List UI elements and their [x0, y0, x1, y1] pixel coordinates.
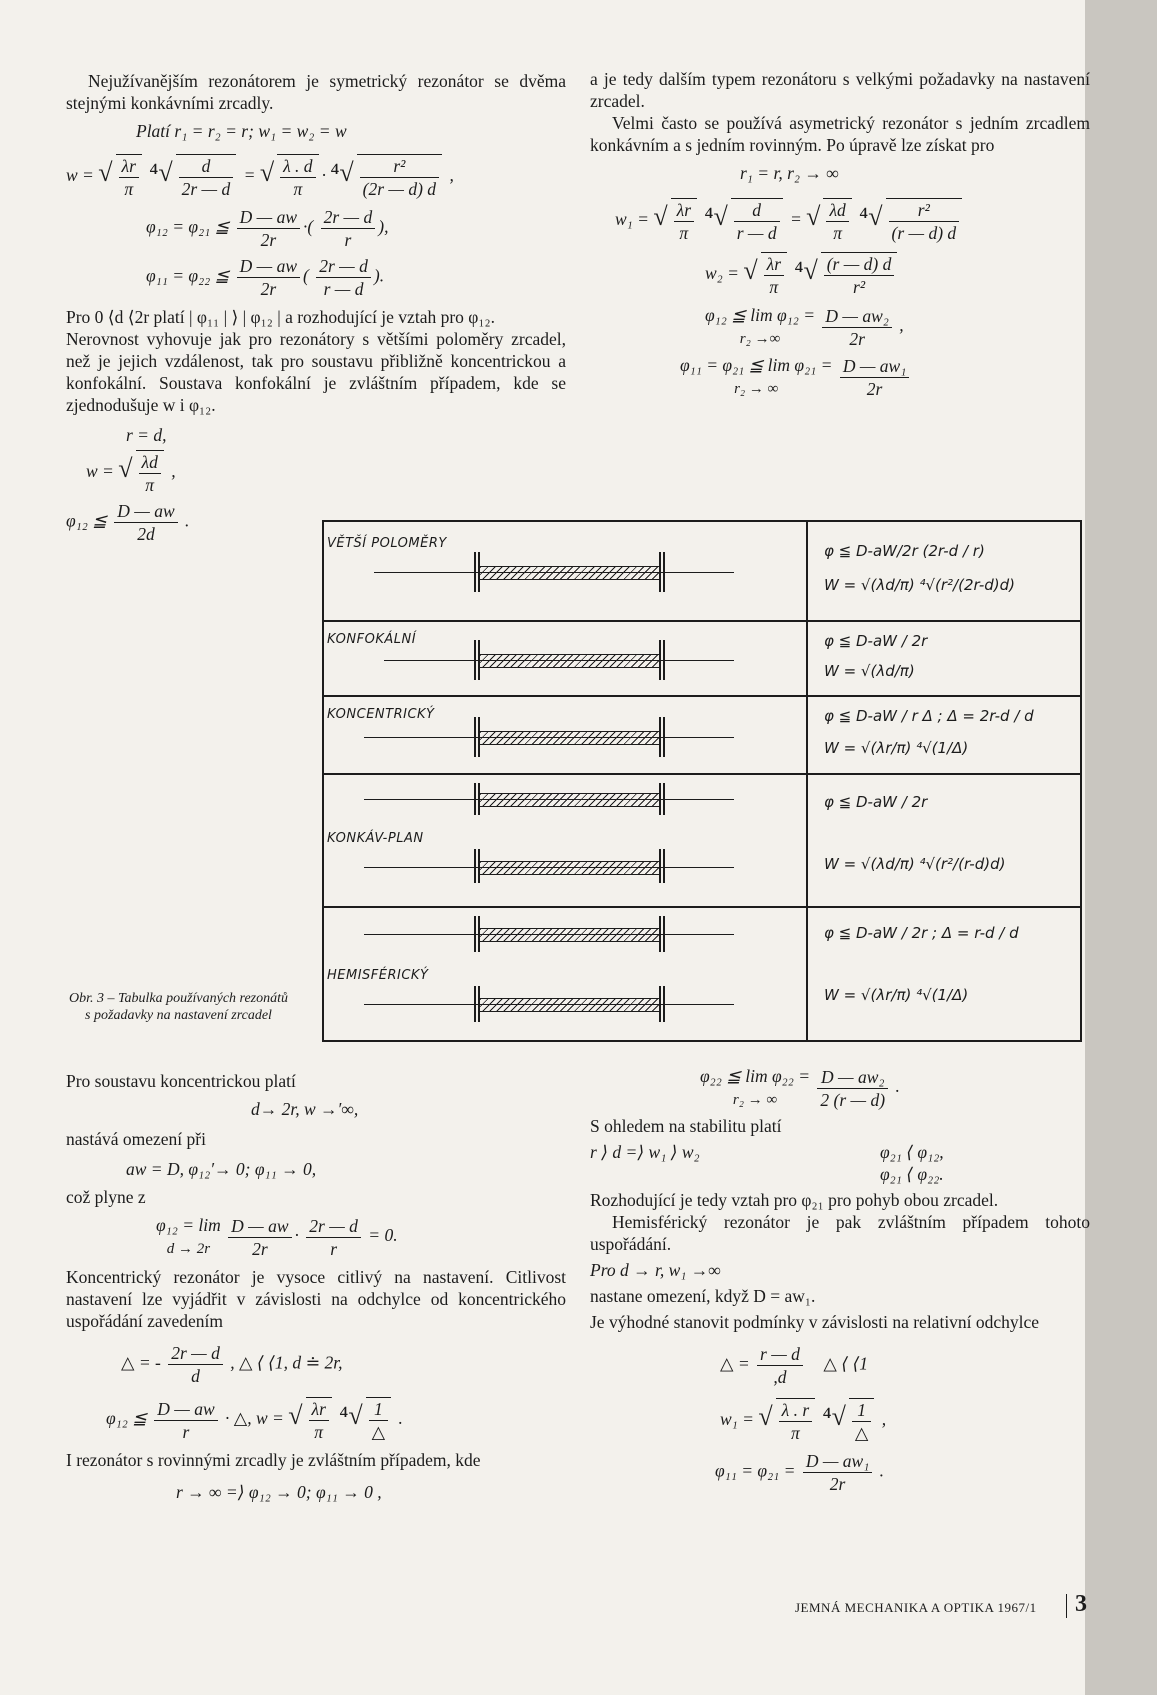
pro-d-r-line: Pro d → r, w₁ →∞: [590, 1260, 721, 1280]
formula-phi: φ ≦ D-aW / 2r ; Δ = r-d / d: [824, 924, 1019, 942]
footer-separator: [1066, 1594, 1067, 1618]
beam-hatch: [480, 861, 659, 875]
para-plyne: což plyne z: [66, 1187, 146, 1207]
plati-line: Platí r₁ = r₂ = r; w₁ = w₂ = w: [136, 121, 347, 141]
w1-equation: w₁ = √ $\frac{\lambda r}{\pi}$ ⁴√ $\frac{d}{r — d}$ = √ $\frac{\lambda d}{\pi}$ ⁴√ $\frac{\text{r²}}{(r — d) d}$: [615, 198, 1090, 244]
formula-phi: φ ≦ D-aW/2r (2r-d / r): [824, 542, 985, 560]
row-hemisfericky: [324, 908, 1080, 1040]
mirror-right: [659, 552, 665, 592]
resonator-table-figure: [322, 520, 1082, 1042]
mirror-right: [659, 849, 665, 883]
row-label: KONFOKÁLNÍ: [327, 632, 417, 647]
stability-eqs: r ⟩ d =⟩ w₁ ⟩ w₂ φ₂₁ ⟨ φ₁₂, φ₂₁ ⟨ φ₂₂.: [590, 1142, 944, 1184]
phi11-relative-eq: φ₁₁ = φ₂₁ = $\frac{\text{D — aw₁}}{2r}$ .: [715, 1451, 885, 1494]
formula-phi: φ ≦ D-aW / 2r: [824, 793, 928, 811]
konc-eq: d→ 2r, w →′∞,: [251, 1099, 359, 1119]
para-rozhodujici: Rozhodující je tedy vztah pro φ₂₁ pro pohyb obou zrcadel.: [590, 1190, 999, 1210]
w2-equation: w₂ = √ $\frac{\lambda r}{\pi}$ ⁴√ $\frac{(r — d) d}{\text{r²}}$: [705, 252, 1090, 298]
row-label: HEMISFÉRICKÝ: [327, 968, 429, 983]
phi11-equation: φ₁₁ = φ₂₂ ≦ $\frac{D — aw}{2r}$ ( $\frac{2r — d}{r — d}$ ).: [146, 256, 385, 299]
w-confocal-eq: w = √ $\frac{\lambda d}{\pi}$ ,: [86, 452, 176, 495]
left-column: [66, 70, 566, 545]
para-omezeni: nastane omezení, když D = aw₁.: [590, 1286, 816, 1306]
phi22-limit-eq: φ₂₂ ≦ lim φ₂₂ = r₂ → ∞ $\frac{\text{D — aw₂}}{2 (r — d)}$ .: [700, 1066, 900, 1110]
formula-w: W = √(λd/π) ⁴√(r²/(2r-d)d): [824, 576, 1016, 594]
mirror-right: [659, 717, 665, 757]
scan-edge: [1085, 0, 1157, 1695]
row-label: KONCENTRICKÝ: [327, 707, 435, 722]
beam-hatch: [480, 793, 659, 807]
relative-delta-eq: △ = $\frac{r — d}{,d}$ △ ⟨ ⟨1: [720, 1344, 869, 1387]
nastava-eq: aw = D, φ₁₂′→ 0; φ₁₁ → 0,: [126, 1159, 317, 1179]
r1-r-line: r₁ = r, r₂ → ∞: [740, 163, 839, 183]
formula-w: W = √(λd/π): [824, 662, 915, 680]
beam-hatch: [480, 654, 659, 668]
w-equation: w = √ $\frac{\lambda r}{\pi}$ ⁴√ $\frac{d}{2r — d}$ = √ $\frac{\lambda . d}{\pi}$ · ⁴√ $\frac{\text{r²}}{(2r — d) d}$ ,: [66, 156, 454, 199]
phi12-equation: φ₁₂ = φ₂₁ ≦ $\frac{D — aw}{2r}$ ·( $\frac{2r — d}{r}$ ),: [146, 207, 389, 250]
row-koncentricky: [324, 697, 1080, 775]
para-nastava: nastává omezení při: [66, 1129, 206, 1149]
left-column-lower: [66, 1070, 566, 1503]
para-hemisfericky: Hemisférický rezonátor je pak zvláštním případem tohoto uspořádání.: [590, 1212, 1090, 1254]
limit-eq: φ₁₂ = lim d → 2r $\frac{D — aw}{2r}$ · $\frac{2r — d}{r}$ = 0.: [156, 1215, 398, 1259]
row-konfokalni: [324, 622, 1080, 697]
mirror-right: [659, 986, 665, 1022]
para-citlivost: Koncentrický rezonátor je vysoce citlivý na nastavení. Citlivost nastavení lze vyjádřit v závislosti na odchylce od koncentrického uspořádání zavedením: [66, 1267, 566, 1331]
beam-hatch: [480, 998, 659, 1012]
mirror-right: [659, 640, 665, 680]
formula-w: W = √(λr/π) ⁴√(1/Δ): [824, 739, 969, 757]
mirror-right: [659, 916, 665, 952]
row-konkav-plan: [324, 775, 1080, 908]
row-label: VĚTŠÍ POLOMĚRY: [327, 536, 447, 551]
para-a-je-tedy: a je tedy dalším typem rezonátoru s velkými požadavky na nastavení zrcadel.: [590, 69, 1090, 111]
phi-confocal-eq: φ₁₂ ≦ $\frac{D — aw}{2d}$ .: [66, 501, 190, 544]
para-nerovnost: Nerovnost vyhovuje jak pro rezonátory s většími poloměry zrcadel, než je jejich vzdálenost, tak pro soustavu přibližně koncentrickou a konfokální. Soustava konfokální je zvláštním případem, kde se zjednodušuje w i φ₁₂.: [66, 329, 566, 415]
row-vetsi-polomery: [324, 522, 1080, 622]
rovinne-eq: r → ∞ =⟩ φ₁₂ → 0; φ₁₁ → 0 ,: [176, 1482, 382, 1502]
journal-footer: JEMNÁ MECHANIKA A OPTIKA 1967/1: [795, 1600, 1037, 1615]
mirror-right: [659, 783, 665, 815]
formula-w: W = √(λr/π) ⁴√(1/Δ): [824, 986, 969, 1004]
right-column-lower: [590, 1065, 1090, 1495]
r-eq-d: r = d,: [126, 425, 167, 445]
para-pro-0: Pro 0 ⟨d ⟨2r platí | φ₁₁ | ⟩ | φ₁₂ | a rozhodující je vztah pro φ₁₂.: [66, 307, 495, 327]
page-number: 3: [1075, 1591, 1087, 1617]
figure-caption: Obr. 3 – Tabulka používaných rezonátů s požadavky na nastavení zrcadel: [68, 991, 289, 1023]
formula-phi: φ ≦ D-aW / r Δ ; Δ = 2r-d / d: [824, 707, 1034, 725]
phi-delta-eq: φ₁₂ ≦ $\frac{D — aw}{r}$ · △, w = √ $\frac{\lambda r}{\pi}$ ⁴√ $\frac{1}{\triangle}$ .: [106, 1398, 403, 1442]
formula-phi: φ ≦ D-aW / 2r: [824, 632, 928, 650]
para-velmi-casto: Velmi často se používá asymetrický rezonátor s jedním zrcadlem konkávním a s jedním rovinným. Po úpravě lze získat pro: [590, 113, 1090, 155]
beam-hatch: [480, 566, 659, 580]
beam-hatch: [480, 731, 659, 745]
right-column: [590, 68, 1090, 400]
phi11-limit-eq: φ₁₁ = φ₂₁ ≦ lim φ₂₁ = r₂ → ∞ $\frac{\text{D — aw₁}}{2r}$: [680, 354, 1090, 400]
para-rovinne: I rezonátor s rovinnými zrcadly je zvláštním případem, kde: [66, 1450, 481, 1470]
intro-paragraph: Nejužívanějším rezonátorem je symetrický rezonátor se dvěma stejnými konkávními zrcadly.: [66, 71, 566, 113]
para-stabilita: S ohledem na stabilitu platí: [590, 1116, 782, 1136]
row-label: KONKÁV-PLAN: [327, 831, 424, 846]
para-vyhodne: Je výhodné stanovit podmínky v závislosti na relativní odchylce: [590, 1312, 1040, 1332]
delta-eq: △ = - $\frac{2r — d}{d}$ , △ ⟨ ⟨1, d ≐ 2r,: [121, 1343, 343, 1386]
phi12-limit-eq: φ₁₂ ≦ lim φ₁₂ = r₂ →∞ $\frac{\text{D — aw₂}}{2r}$ ,: [705, 305, 904, 349]
para-konc: Pro soustavu koncentrickou platí: [66, 1071, 296, 1091]
beam-hatch: [480, 928, 659, 942]
w1-relative-eq: w₁ = √ $\frac{\lambda . r}{\pi}$ ⁴√ $\frac{1}{\triangle}$ ,: [720, 1400, 887, 1443]
formula-w: W = √(λd/π) ⁴√(r²/(r-d)d): [824, 855, 1006, 873]
